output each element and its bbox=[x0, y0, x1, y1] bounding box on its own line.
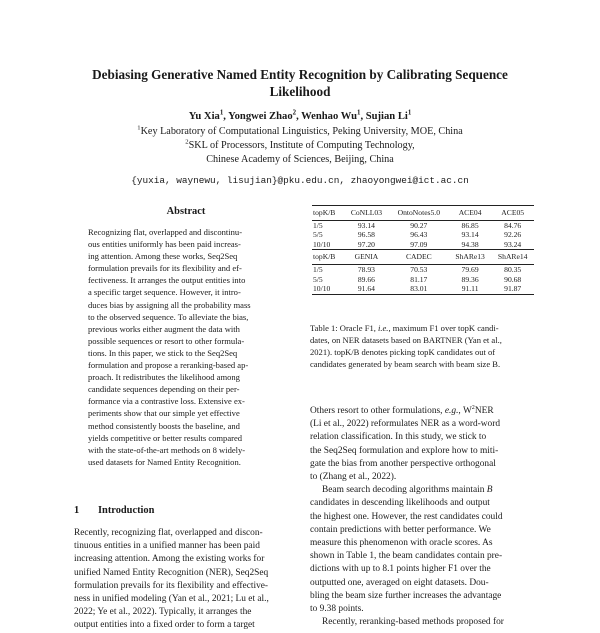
text-line: Recently, recognizing flat, overlapped and discon- bbox=[74, 528, 263, 538]
table-cell: 79.69 bbox=[461, 264, 479, 274]
affiliation-2: $^2$SKL of Processors, Institute of Computing Technology, Chinese Academy of Sciences, Beijing, China bbox=[185, 138, 415, 165]
table-cell: 1/5 bbox=[313, 264, 323, 274]
text-line: ness in unified modeling (Yan et al., 2021; Lu et al., bbox=[74, 594, 269, 605]
author-affil-mark: 1 bbox=[219, 109, 224, 117]
table-cell: 10/10 bbox=[312, 284, 344, 294]
text-line: tions. In this paper, we stick to the Seq2Seq bbox=[88, 347, 238, 358]
table-row bbox=[312, 240, 534, 250]
author-name: Yu Xia bbox=[188, 111, 220, 122]
text-line: measure this phenomenon with oracle scores. As bbox=[310, 538, 493, 549]
table-cell: 89.36 bbox=[461, 274, 479, 284]
table-cell: 93.24 bbox=[491, 240, 534, 250]
table-header-row bbox=[312, 206, 534, 221]
author-list: Yu Xia$^1$, Yongwei Zhao$^2$, Wenhao Wu$^1$, Sujian Li$^1$ bbox=[188, 109, 412, 122]
text-line: the highest one. However, the rest candidates could bbox=[310, 511, 503, 522]
table-cell: 78.93 bbox=[357, 264, 375, 274]
text-line: a specific target sequence. However, it intro- bbox=[88, 287, 241, 298]
text-line: tinuous entities in a unified manner has been paid bbox=[74, 541, 260, 552]
table-cell: ACE04 bbox=[449, 206, 492, 221]
table-cell: 93.14 bbox=[357, 220, 375, 230]
table-cell: 93.14 bbox=[461, 230, 479, 240]
text-line: formulation and propose a reranking-based ap- bbox=[88, 360, 249, 371]
table-cell: 92.26 bbox=[504, 230, 522, 240]
text-line: with the state-of-the-art methods on 8 widely- bbox=[88, 444, 246, 455]
table-cell: 83.01 bbox=[389, 284, 449, 294]
table-cell: 91.64 bbox=[344, 284, 389, 294]
text-line: the Seq2Seq formulation and explore how to miti- bbox=[310, 445, 499, 456]
author-affil-mark: 1 bbox=[407, 109, 412, 117]
text-line: used datasets for Named Entity Recognition. bbox=[88, 456, 241, 467]
text-line: formance via a contrastive loss. Extensive ex- bbox=[88, 396, 245, 407]
table-cell: 96.43 bbox=[410, 230, 428, 240]
table-cell: CADEC bbox=[389, 250, 449, 265]
text-line: outputted one, averaged on eight datasets. Dou- bbox=[310, 577, 489, 588]
abstract-heading: Abstract bbox=[166, 206, 206, 217]
author-name: Wenhao Wu bbox=[301, 111, 358, 122]
text-line: possible sequences or resort to other formula- bbox=[88, 335, 245, 346]
abstract-body bbox=[88, 226, 251, 468]
intro-body bbox=[74, 527, 269, 633]
text-line: periments show that our simple yet effective bbox=[88, 408, 240, 419]
right-column-body: Others resort to other formulations, e.g., $W^2NER$ (Li et al., 2022) reformulates NER as a word-word relation classification. In this study, we stick to the Seq2Seq formulation and explore how to miti- gate the bias from another perspective orthogonal to (Zhang et al., 2022). Beam search decoding algorithms maintain B candidates in descending likelihoods and output the highest one. However, the rest candidates could contain predictions with better performance. We measure this phenomenon with oracle scores. As shown in Table 1, the beam candidates contain pre- dictions with up to 8.1 points higher F1 over the outputted one, averaged on eight datasets. Dou- bling the beam size further increases the advantage to 9.38 points. Recently, reranking-based methods proposed for bbox=[310, 405, 504, 629]
text-line: gate the bias from another perspective orthogonal bbox=[310, 458, 496, 469]
table-cell: ShARe14 bbox=[491, 250, 534, 265]
table-cell: CoNLL03 bbox=[344, 206, 389, 221]
table-cell: 91.87 bbox=[491, 284, 534, 294]
table-cell: 5/5 bbox=[313, 274, 323, 284]
text-line: output entities into a fixed order to form a target bbox=[74, 620, 255, 631]
table-cell: ACE05 bbox=[491, 206, 534, 221]
title-line-1: Debiasing Generative Named Entity Recognition by Calibrating Sequence bbox=[92, 67, 508, 82]
author-affil-mark: 1 bbox=[357, 109, 361, 117]
text-line: formulation prevails for its flexibility and ef- bbox=[88, 263, 242, 274]
table-cell: topK/B bbox=[312, 250, 344, 265]
text-line: relation classification. In this study, we stick to bbox=[310, 432, 487, 443]
author-emails: {yuxia, waynewu, lisujian}@pku.edu.cn, zhaoyongwei@ict.ac.cn bbox=[131, 175, 469, 186]
text-line: formulation prevails for its flexibility and effective- bbox=[74, 580, 269, 591]
table-cell: 5/5 bbox=[313, 230, 323, 240]
text-line: dictions with up to 8.1 points higher F1 over the bbox=[310, 564, 491, 575]
table-header-row bbox=[312, 250, 534, 265]
text-line: to (Zhang et al., 2022). bbox=[310, 472, 397, 483]
table-cell: 94.38 bbox=[449, 240, 492, 250]
text-line: Recently, reranking-based methods proposed for bbox=[322, 617, 504, 628]
text-line: to 9.38 points. bbox=[310, 604, 364, 615]
table-cell: 91.11 bbox=[449, 284, 492, 294]
author-name: Sujian Li bbox=[365, 111, 408, 122]
text-line: fectiveness. It arranges the output entities into bbox=[88, 275, 246, 286]
text-line: shown in Table 1, the beam candidates contain pre- bbox=[310, 551, 503, 562]
text-line: ing attention. Among these works, Seq2Seq bbox=[88, 251, 238, 262]
table-cell: 10/10 bbox=[312, 240, 344, 250]
affiliation-1: $^1$Key Laboratory of Computational Linguistics, Peking University, MOE, China bbox=[137, 124, 463, 137]
table-row bbox=[312, 220, 534, 230]
text-line: Recognizing flat, overlapped and discontinu- bbox=[88, 227, 243, 237]
table-cell: 1/5 bbox=[313, 220, 323, 230]
table-cell: 89.66 bbox=[357, 274, 375, 284]
text-line: yields competitive or better results compared bbox=[88, 432, 243, 443]
table-cell: OntoNotes5.0 bbox=[389, 206, 449, 221]
text-line: bling the beam size further increases the advantage bbox=[310, 590, 502, 601]
oracle-f1-table bbox=[312, 205, 534, 295]
section-title: Introduction bbox=[98, 505, 155, 516]
text-line: increasing attention. Among the existing works for bbox=[74, 554, 265, 565]
text-line: contain predictions with better performance. We bbox=[310, 524, 491, 535]
text-line: method consistently boosts the baseline, and bbox=[88, 420, 240, 431]
section-heading bbox=[74, 505, 154, 516]
text-line: unified Named Entity Recognition (NER), Seq2Seq bbox=[74, 567, 269, 578]
table-cell: ShARe13 bbox=[449, 250, 492, 265]
section-number: 1 bbox=[74, 505, 80, 516]
text-line: candidates in descending likelihoods and output bbox=[310, 498, 490, 509]
table-cell: 86.85 bbox=[461, 220, 479, 230]
table-cell: 81.17 bbox=[410, 274, 428, 284]
table-cell: 70.53 bbox=[410, 264, 428, 274]
table-row bbox=[312, 275, 534, 285]
table-cell: 90.68 bbox=[504, 274, 522, 284]
table-cell: 97.20 bbox=[344, 240, 389, 250]
table-caption: Table 1: Oracle F1, i.e., maximum F1 over topK candi- dates, on NER datasets based on BARTNER (Yan et al., 2021). topK/B denotes picking topK candidates out of candidates generated by beam search with beam size B. bbox=[310, 323, 502, 370]
text-line: previous works either augment the data with bbox=[88, 323, 240, 334]
table-row bbox=[312, 284, 534, 294]
table-cell: 80.35 bbox=[504, 264, 522, 274]
table-cell: GENIA bbox=[344, 250, 389, 265]
table-cell: topK/B bbox=[312, 206, 344, 221]
author-name: Yongwei Zhao bbox=[228, 111, 293, 122]
text-line: (Li et al., 2022) reformulates NER as a word-word bbox=[310, 419, 501, 430]
text-line: proach. It redistributes the likelihood among bbox=[88, 372, 240, 383]
table-cell: 84.76 bbox=[504, 220, 522, 230]
author-affil-mark: 2 bbox=[292, 109, 297, 117]
table-cell: 96.58 bbox=[357, 230, 375, 240]
text-line: to the observed sequence. To alleviate the bias, bbox=[88, 311, 249, 322]
text-line: ous entities uniformly has been paid increas- bbox=[88, 239, 241, 250]
paper-title bbox=[60, 66, 540, 100]
text-line: 2022; Ye et al., 2022). Typically, it arranges the bbox=[74, 607, 252, 618]
table-cell: 90.27 bbox=[410, 220, 428, 230]
title-line-2: Likelihood bbox=[269, 84, 331, 99]
text-line: duces bias by assigning all the probability mass bbox=[88, 299, 251, 310]
table-row bbox=[312, 230, 534, 240]
table-cell: 97.09 bbox=[389, 240, 449, 250]
table-row bbox=[312, 264, 534, 274]
text-line: candidate sequences depending on their per- bbox=[88, 384, 240, 395]
